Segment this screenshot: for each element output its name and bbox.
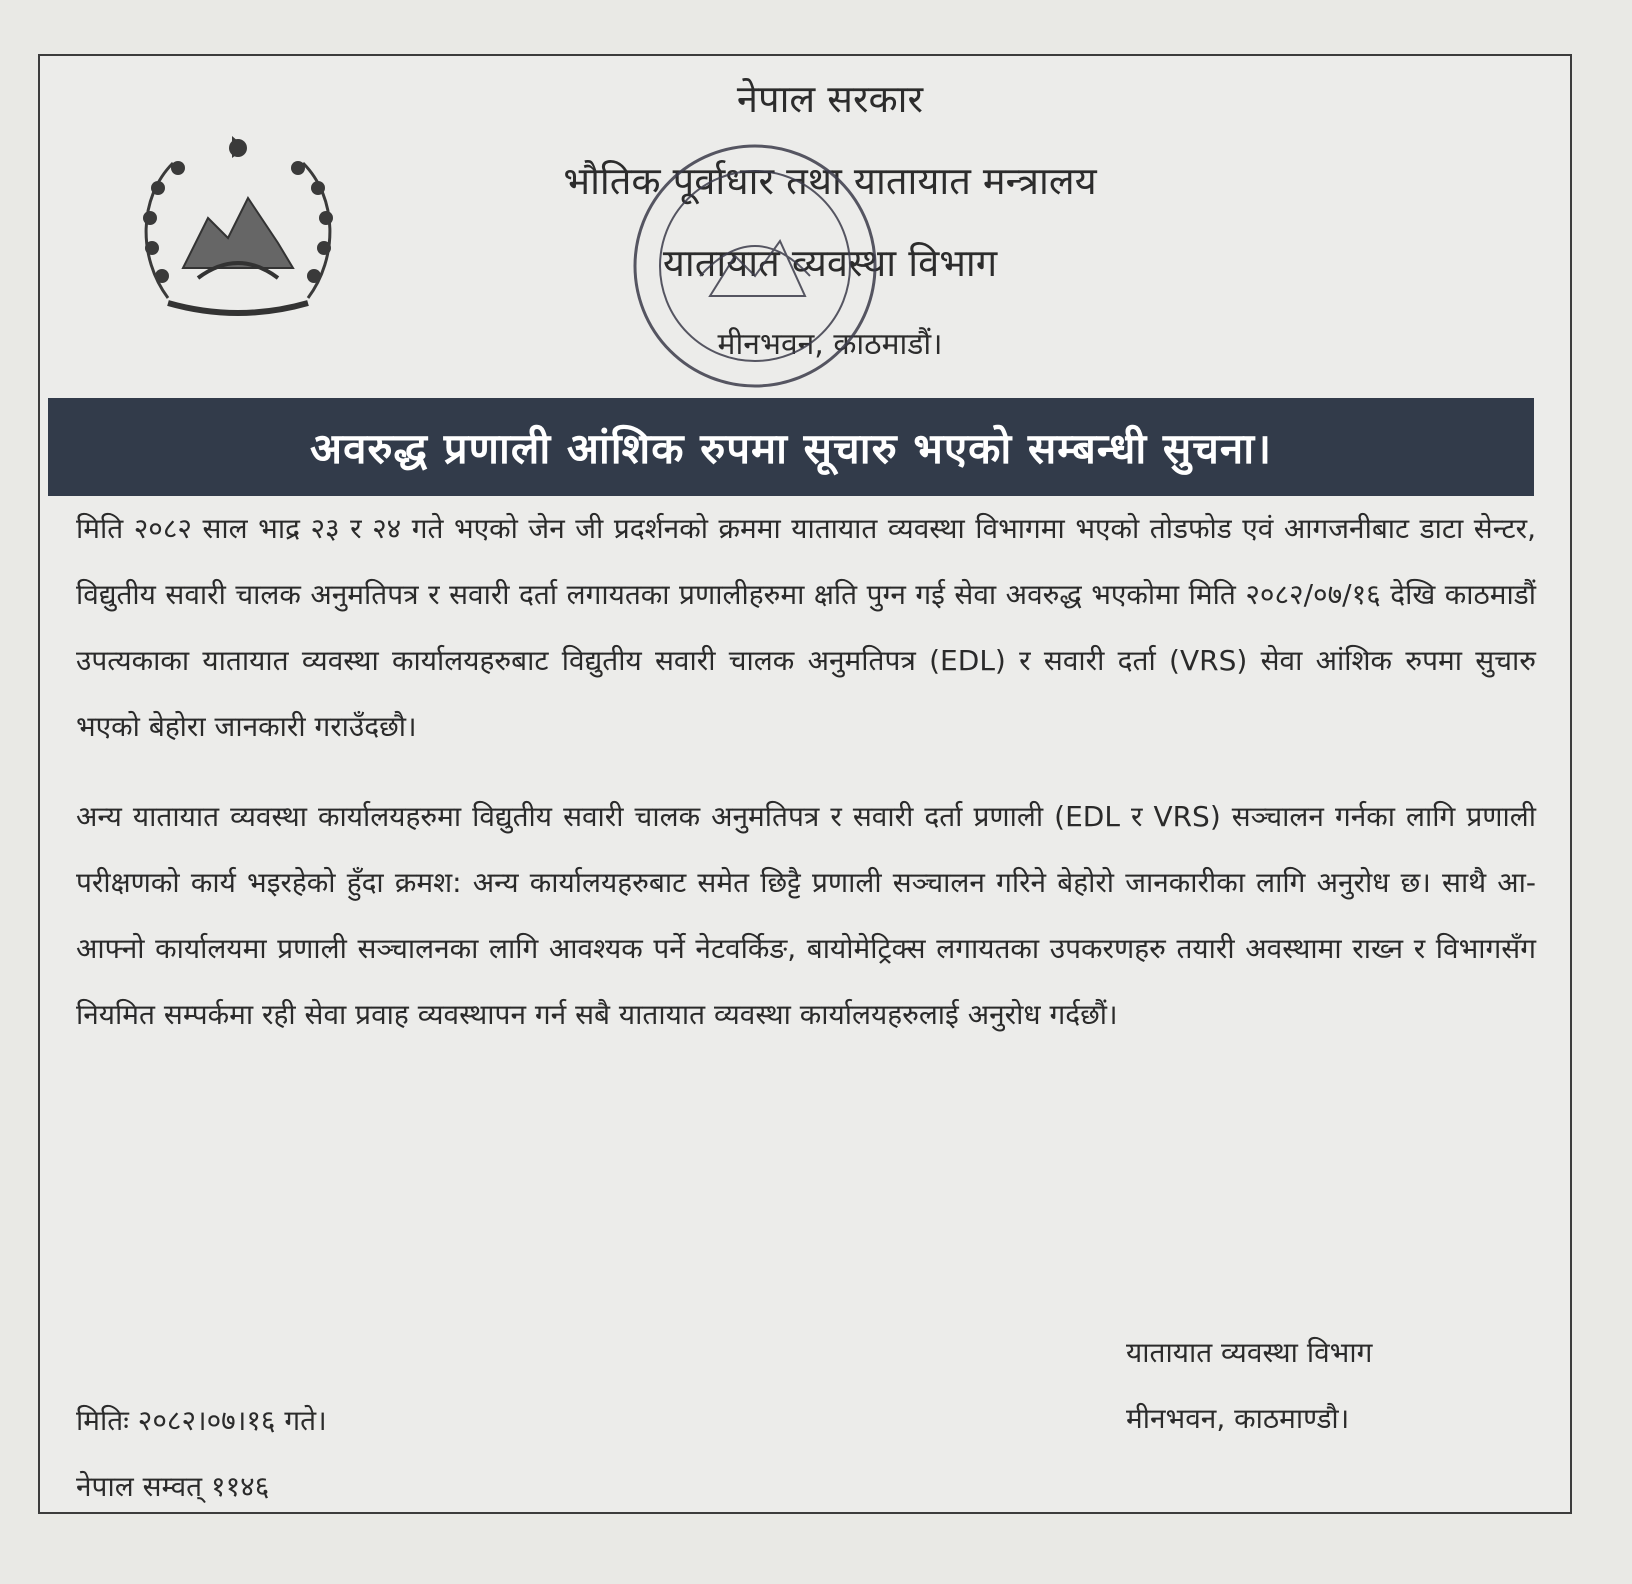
date-block (76, 1388, 676, 1520)
ministry-name: भौतिक पूर्वाधार तथा यातायात मन्त्रालय (563, 159, 1097, 203)
notice-title: अवरुद्ध प्रणाली आंशिक रुपमा सूचारु भएको सम्बन्धी सुचना। (309, 423, 1273, 473)
notice-paragraph-2: अन्य यातायात व्यवस्था कार्यालयहरुमा विद्युतीय सवारी चालक अनुमतिपत्र र सवारी दर्ता प्रणाली (EDL र VRS) सञ्चालन गर्नका लागि प्रणाली परीक्षणको कार्य भइरहेको हुँदा क्रमश: अन्य कार्यालयहरुबाट समेत छिट्टै प्रणाली सञ्चालन गरिने बेहोरो जानकारीका लागि अनुरोध छ। साथै आ-आफ्नो कार्यालयमा प्रणाली सञ्चालनका लागि आवश्यक पर्ने नेटवर्किङ, बायोमेट्रिक्स लगायतका उपकरणहरु तयारी अवस्थामा राख्न र विभागसँग नियमित सम्पर्कमा रही सेवा प्रवाह व्यवस्थापन गर्न सबै यातायात व्यवस्था कार्यालयहरुलाई अनुरोध गर्दछौं। (76, 800, 1536, 1031)
notice-body (76, 496, 1536, 1072)
signature-department: यातायात व्यवस्था विभाग (1126, 1336, 1373, 1369)
nepal-emblem-icon (128, 128, 348, 328)
office-address: मीनभवन, काठमाडौं। (717, 327, 943, 362)
nepal-sambat-year: नेपाल सम्वत् ११४६ (76, 1470, 270, 1503)
department-name: यातायात व्यवस्था विभाग (662, 241, 998, 285)
government-name: नेपाल सरकार (736, 77, 924, 121)
signature-address: मीनभवन, काठमाण्डौ। (1126, 1402, 1350, 1435)
notice-title-banner (48, 398, 1534, 496)
office-seal-icon (615, 126, 895, 406)
notice-date: मितिः २०८२।०७।१६ गते। (76, 1404, 327, 1437)
notice-paragraph-1: मिति २०८२ साल भाद्र २३ र २४ गते भएको जेन जी प्रदर्शनको क्रममा यातायात व्यवस्था विभागमा भएको तोडफोड एवं आगजनीबाट डाटा सेन्टर, विद्युतीय सवारी चालक अनुमतिपत्र र सवारी दर्ता लगायतका प्रणालीहरुमा क्षति पुग्न गई सेवा अवरुद्ध भएकोमा मिति २०८२/०७/१६ देखि काठमाडौं उपत्यकाका यातायात व्यवस्था कार्यालयहरुबाट विद्युतीय सवारी चालक अनुमतिपत्र (EDL) र सवारी दर्ता (VRS) सेवा आंशिक रुपमा सुचारु भएको बेहोरा जानकारी गराउँदछौ। (76, 512, 1536, 743)
signature-block (1126, 1320, 1506, 1452)
notice-frame (38, 54, 1572, 1514)
